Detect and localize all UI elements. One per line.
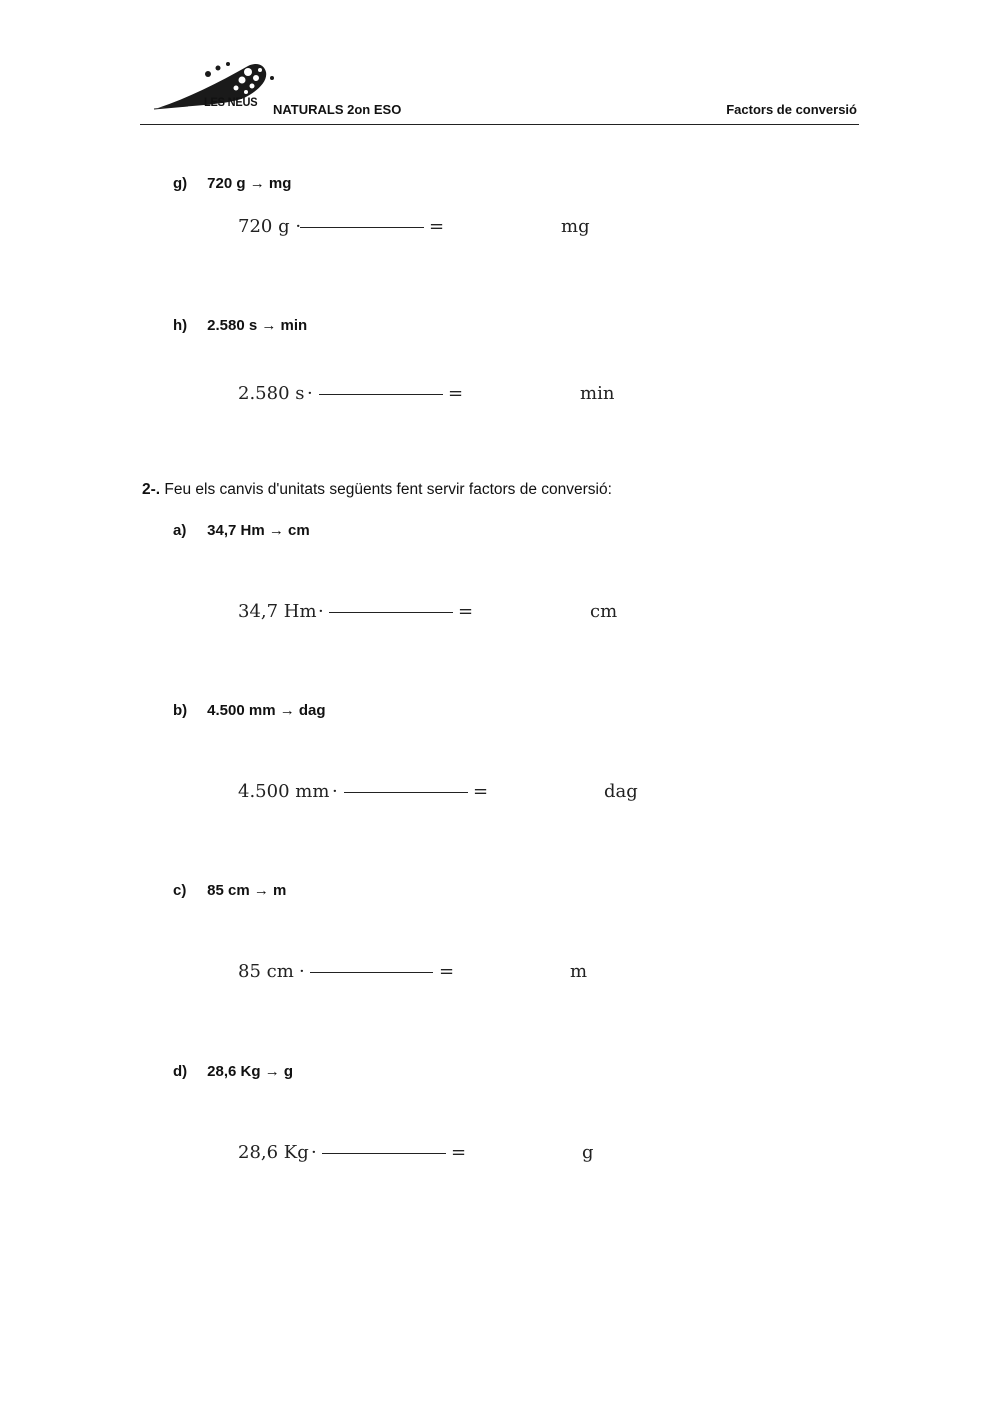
factor-blank-line[interactable]: [322, 1153, 446, 1154]
section-number: 2-.: [142, 481, 161, 498]
school-logo: [148, 58, 278, 116]
equals-sign: =: [448, 383, 464, 404]
result-unit: cm: [590, 601, 618, 622]
equals-sign: =: [473, 781, 489, 802]
exercise-item-b-label: [173, 702, 326, 719]
equals-sign: =: [451, 1142, 467, 1163]
item-task: 28,6 Kg → g: [207, 1063, 294, 1080]
multiply-dot: ·: [332, 781, 338, 802]
result-unit: m: [570, 961, 588, 982]
equals-sign: =: [439, 961, 455, 982]
item-letter: h): [173, 317, 188, 334]
equation-quantity: 85 cm: [238, 961, 294, 982]
section-instruction-text: Feu els canvis d'unitats següents fent servir factors de conversió:: [164, 481, 612, 498]
equation-quantity: 2.580 s: [238, 383, 305, 404]
section-2-instruction: [142, 481, 612, 499]
item-letter: g): [173, 175, 188, 192]
result-unit: mg: [561, 216, 590, 237]
factor-blank-line[interactable]: [329, 612, 453, 613]
item-letter: d): [173, 1063, 188, 1080]
factor-blank-line[interactable]: [344, 792, 468, 793]
exercise-item-d-label: [173, 1063, 293, 1080]
page-header: [140, 58, 859, 125]
equals-sign: =: [429, 216, 445, 237]
logo-text: LES NEUS: [204, 96, 258, 110]
result-unit: dag: [604, 781, 638, 802]
equals-sign: =: [458, 601, 474, 622]
multiply-dot: ·: [299, 961, 305, 982]
item-letter: b): [173, 702, 188, 719]
item-letter: a): [173, 522, 187, 539]
factor-blank-line[interactable]: [310, 972, 433, 973]
exercise-item-g-label: [173, 175, 291, 192]
result-unit: min: [580, 383, 615, 404]
exercise-item-c-label: [173, 882, 286, 899]
factor-blank-line[interactable]: [319, 394, 443, 395]
multiply-dot: ·: [307, 383, 313, 404]
item-letter: c): [173, 882, 187, 899]
multiply-dot: ·: [311, 1142, 317, 1163]
multiply-dot: ·: [318, 601, 324, 622]
equation-quantity: 720 g ·: [238, 216, 302, 237]
item-task: 4.500 mm → dag: [207, 702, 326, 719]
exercise-item-a-label: [173, 522, 310, 539]
subject-label: NATURALS 2on ESO: [273, 102, 402, 117]
item-task: 720 g → mg: [207, 175, 292, 192]
factor-blank-line[interactable]: [300, 227, 424, 228]
exercise-item-h-label: [173, 317, 307, 334]
equation-quantity: 34,7 Hm: [238, 601, 317, 622]
result-unit: g: [582, 1142, 594, 1163]
item-task: 34,7 Hm → cm: [207, 522, 310, 539]
equation-quantity: 4.500 mm: [238, 781, 330, 802]
item-task: 2.580 s → min: [207, 317, 308, 334]
document-title: Factors de conversió: [726, 102, 857, 117]
equation-quantity: 28,6 Kg: [238, 1142, 309, 1163]
item-task: 85 cm → m: [207, 882, 287, 899]
